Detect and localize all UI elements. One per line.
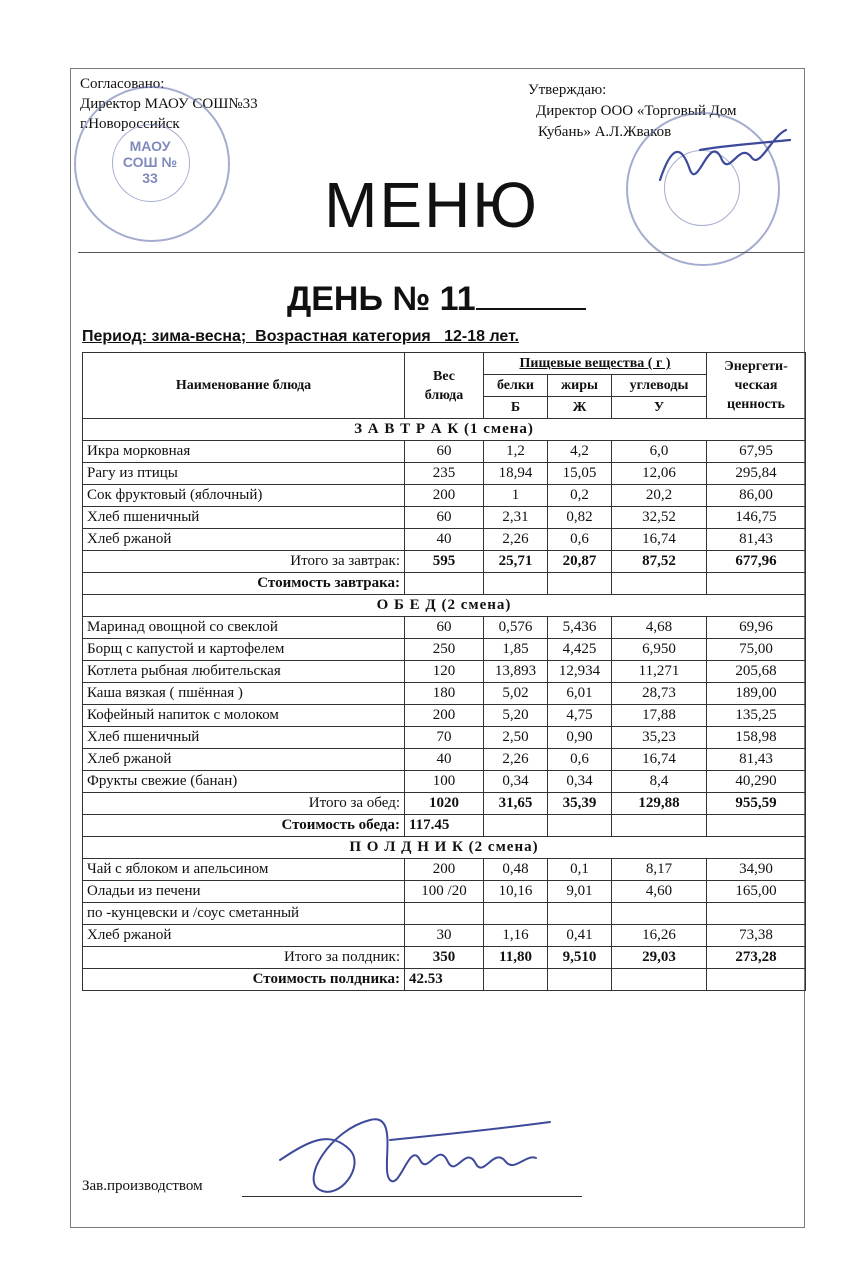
dish-name: по -кунцевски и /соус сметанный <box>83 903 405 925</box>
cost-label: Стоимость обеда: <box>83 815 405 837</box>
empty-cell <box>612 815 707 837</box>
page-title: МЕНЮ <box>324 169 539 241</box>
cell-value: 6,01 <box>548 683 612 705</box>
approval-right-line: Кубань» А.Л.Жваков <box>538 124 672 140</box>
header-weight <box>405 353 484 419</box>
total-value: 31,65 <box>484 793 548 815</box>
cell-value: 20,2 <box>612 485 707 507</box>
dish-name: Кофейный напиток с молоком <box>83 705 405 727</box>
header-energy-line: ценность <box>727 397 785 412</box>
total-label: Итого за завтрак: <box>83 551 405 573</box>
dish-name: Фрукты свежие (банан) <box>83 771 405 793</box>
section-title: З А В Т Р А К (1 смена) <box>83 419 806 441</box>
dish-name: Борщ с капустой и картофелем <box>83 639 405 661</box>
cell-value: 4,75 <box>548 705 612 727</box>
cost-label: Стоимость полдника: <box>83 969 405 991</box>
empty-cell <box>484 969 548 991</box>
cell-value: 8,4 <box>612 771 707 793</box>
cell-value: 40 <box>405 749 484 771</box>
cell-value <box>707 903 806 925</box>
table-row <box>83 859 806 881</box>
day-heading <box>287 280 586 319</box>
approval-left-line: г.Новороссийск <box>80 116 180 132</box>
total-value: 1020 <box>405 793 484 815</box>
cell-value: 6,950 <box>612 639 707 661</box>
cell-value: 17,88 <box>612 705 707 727</box>
day-label: ДЕНЬ № 11 <box>287 280 476 318</box>
cost-value: 117.45 <box>405 815 484 837</box>
cell-value: 100 /20 <box>405 881 484 903</box>
dish-name: Хлеб пшеничный <box>83 727 405 749</box>
total-value: 595 <box>405 551 484 573</box>
table-row <box>83 705 806 727</box>
title-divider <box>78 252 804 253</box>
cell-value: 0,48 <box>484 859 548 881</box>
cell-value <box>612 903 707 925</box>
cell-value: 35,23 <box>612 727 707 749</box>
cell-value: 2,31 <box>484 507 548 529</box>
cell-value: 6,0 <box>612 441 707 463</box>
cell-value: 4,68 <box>612 617 707 639</box>
cell-value: 0,82 <box>548 507 612 529</box>
cell-value: 4,425 <box>548 639 612 661</box>
total-row <box>83 551 806 573</box>
header-p: Б <box>484 397 548 419</box>
cost-row <box>83 969 806 991</box>
cell-value: 165,00 <box>707 881 806 903</box>
approval-left-line: Согласовано: <box>80 76 165 92</box>
cell-value: 81,43 <box>707 529 806 551</box>
menu-body <box>83 419 806 991</box>
table-row <box>83 507 806 529</box>
section-row <box>83 837 806 859</box>
table-row <box>83 749 806 771</box>
cell-value: 0,34 <box>484 771 548 793</box>
cell-value: 60 <box>405 507 484 529</box>
cell-value: 205,68 <box>707 661 806 683</box>
cell-value: 200 <box>405 705 484 727</box>
cell-value: 69,96 <box>707 617 806 639</box>
cell-value: 120 <box>405 661 484 683</box>
cost-label: Стоимость завтрака: <box>83 573 405 595</box>
cell-value: 75,00 <box>707 639 806 661</box>
total-value: 25,71 <box>484 551 548 573</box>
footer-label: Зав.производством <box>82 1178 203 1194</box>
dish-name: Рагу из птицы <box>83 463 405 485</box>
total-value: 955,59 <box>707 793 806 815</box>
total-value: 350 <box>405 947 484 969</box>
cell-value: 0,34 <box>548 771 612 793</box>
cell-value: 16,74 <box>612 749 707 771</box>
dish-name: Оладьи из печени <box>83 881 405 903</box>
dish-name: Сок фруктовый (яблочный) <box>83 485 405 507</box>
dish-name: Чай с яблоком и апельсином <box>83 859 405 881</box>
cell-value: 0,1 <box>548 859 612 881</box>
header-weight-line: блюда <box>424 387 464 403</box>
total-value: 677,96 <box>707 551 806 573</box>
cost-row <box>83 573 806 595</box>
table-row <box>83 661 806 683</box>
header-dish: Наименование блюда <box>83 353 405 419</box>
header-carbs: углеводы <box>612 375 707 397</box>
header-weight-line: Вес <box>433 368 455 384</box>
empty-cell <box>548 969 612 991</box>
cell-value: 146,75 <box>707 507 806 529</box>
cell-value: 10,16 <box>484 881 548 903</box>
header-energy <box>707 353 806 419</box>
empty-cell <box>548 815 612 837</box>
table-row <box>83 639 806 661</box>
cell-value: 32,52 <box>612 507 707 529</box>
total-value: 273,28 <box>707 947 806 969</box>
total-row <box>83 793 806 815</box>
cell-value: 100 <box>405 771 484 793</box>
table-row <box>83 925 806 947</box>
cell-value: 16,26 <box>612 925 707 947</box>
dish-name: Хлеб ржаной <box>83 749 405 771</box>
cell-value: 1,2 <box>484 441 548 463</box>
cell-value: 5,02 <box>484 683 548 705</box>
cell-value: 0,576 <box>484 617 548 639</box>
cell-value: 250 <box>405 639 484 661</box>
empty-cell <box>484 815 548 837</box>
cell-value: 0,2 <box>548 485 612 507</box>
cell-value: 5,436 <box>548 617 612 639</box>
menu-table <box>82 352 806 991</box>
cell-value: 9,01 <box>548 881 612 903</box>
table-row <box>83 485 806 507</box>
table-row <box>83 529 806 551</box>
dish-name: Каша вязкая ( пшённая ) <box>83 683 405 705</box>
table-row <box>83 903 806 925</box>
cell-value: 40,290 <box>707 771 806 793</box>
cost-value <box>405 573 484 595</box>
header-f: Ж <box>548 397 612 419</box>
total-value: 87,52 <box>612 551 707 573</box>
approval-left-line: Директор МАОУ СОШ№33 <box>80 96 258 112</box>
signature-footer <box>270 1100 560 1220</box>
cell-value: 15,05 <box>548 463 612 485</box>
cell-value: 5,20 <box>484 705 548 727</box>
cell-value: 60 <box>405 441 484 463</box>
cell-value: 16,74 <box>612 529 707 551</box>
cell-value: 0,41 <box>548 925 612 947</box>
cost-row <box>83 815 806 837</box>
cell-value: 34,90 <box>707 859 806 881</box>
approval-right-line: Директор ООО «Торговый Дом <box>536 103 737 119</box>
cell-value: 2,50 <box>484 727 548 749</box>
cell-value: 60 <box>405 617 484 639</box>
cell-value: 86,00 <box>707 485 806 507</box>
cell-value: 158,98 <box>707 727 806 749</box>
table-row <box>83 683 806 705</box>
cell-value: 81,43 <box>707 749 806 771</box>
header-row <box>83 353 806 375</box>
cell-value: 18,94 <box>484 463 548 485</box>
cell-value: 13,893 <box>484 661 548 683</box>
cell-value: 4,2 <box>548 441 612 463</box>
empty-cell <box>707 969 806 991</box>
table-row <box>83 617 806 639</box>
total-value: 20,87 <box>548 551 612 573</box>
total-row <box>83 947 806 969</box>
table-row <box>83 727 806 749</box>
header-proteins: белки <box>484 375 548 397</box>
table-row <box>83 881 806 903</box>
section-row <box>83 595 806 617</box>
cell-value: 0,6 <box>548 749 612 771</box>
cell-value: 1 <box>484 485 548 507</box>
dish-name: Хлеб ржаной <box>83 529 405 551</box>
empty-cell <box>484 573 548 595</box>
table-row <box>83 771 806 793</box>
section-row <box>83 419 806 441</box>
dish-name: Хлеб ржаной <box>83 925 405 947</box>
cell-value: 73,38 <box>707 925 806 947</box>
dish-name: Икра морковная <box>83 441 405 463</box>
cell-value: 30 <box>405 925 484 947</box>
cell-value <box>548 903 612 925</box>
section-title: О Б Е Д (2 смена) <box>83 595 806 617</box>
cell-value: 12,934 <box>548 661 612 683</box>
cell-value: 1,16 <box>484 925 548 947</box>
cell-value: 1,85 <box>484 639 548 661</box>
cell-value: 200 <box>405 485 484 507</box>
total-label: Итого за обед: <box>83 793 405 815</box>
cell-value: 28,73 <box>612 683 707 705</box>
total-value: 9,510 <box>548 947 612 969</box>
header-fats: жиры <box>548 375 612 397</box>
total-value: 11,80 <box>484 947 548 969</box>
total-value: 35,39 <box>548 793 612 815</box>
header-c: У <box>612 397 707 419</box>
total-value: 129,88 <box>612 793 707 815</box>
cell-value: 67,95 <box>707 441 806 463</box>
cell-value: 180 <box>405 683 484 705</box>
cell-value: 135,25 <box>707 705 806 727</box>
header-energy-line: ческая <box>734 378 778 393</box>
cell-value: 8,17 <box>612 859 707 881</box>
table-row <box>83 441 806 463</box>
approval-right-line: Утверждаю: <box>528 82 607 98</box>
cell-value: 0,90 <box>548 727 612 749</box>
empty-cell <box>707 815 806 837</box>
cell-value: 70 <box>405 727 484 749</box>
header-energy-line: Энергети- <box>724 359 788 374</box>
day-underline <box>476 282 586 310</box>
header-nutrients: Пищевые вещества ( г ) <box>484 353 707 375</box>
dish-name: Маринад овощной со свеклой <box>83 617 405 639</box>
empty-cell <box>548 573 612 595</box>
section-title: П О Л Д Н И К (2 смена) <box>83 837 806 859</box>
cell-value: 11,271 <box>612 661 707 683</box>
cell-value: 4,60 <box>612 881 707 903</box>
dish-name: Котлета рыбная любительская <box>83 661 405 683</box>
total-label: Итого за полдник: <box>83 947 405 969</box>
cell-value: 2,26 <box>484 749 548 771</box>
empty-cell <box>612 969 707 991</box>
cost-value: 42.53 <box>405 969 484 991</box>
cell-value: 295,84 <box>707 463 806 485</box>
empty-cell <box>707 573 806 595</box>
cell-value: 0,6 <box>548 529 612 551</box>
cell-value: 235 <box>405 463 484 485</box>
cell-value: 40 <box>405 529 484 551</box>
total-value: 29,03 <box>612 947 707 969</box>
stamp-left-text: МАОУ СОШ № 33 <box>122 138 178 186</box>
cell-value <box>484 903 548 925</box>
dish-name: Хлеб пшеничный <box>83 507 405 529</box>
cell-value: 200 <box>405 859 484 881</box>
cell-value: 12,06 <box>612 463 707 485</box>
cell-value: 2,26 <box>484 529 548 551</box>
table-row <box>83 463 806 485</box>
empty-cell <box>612 573 707 595</box>
cell-value <box>405 903 484 925</box>
period-line: Период: зима-весна; Возрастная категория 12-18 лет. <box>82 328 519 345</box>
cell-value: 189,00 <box>707 683 806 705</box>
